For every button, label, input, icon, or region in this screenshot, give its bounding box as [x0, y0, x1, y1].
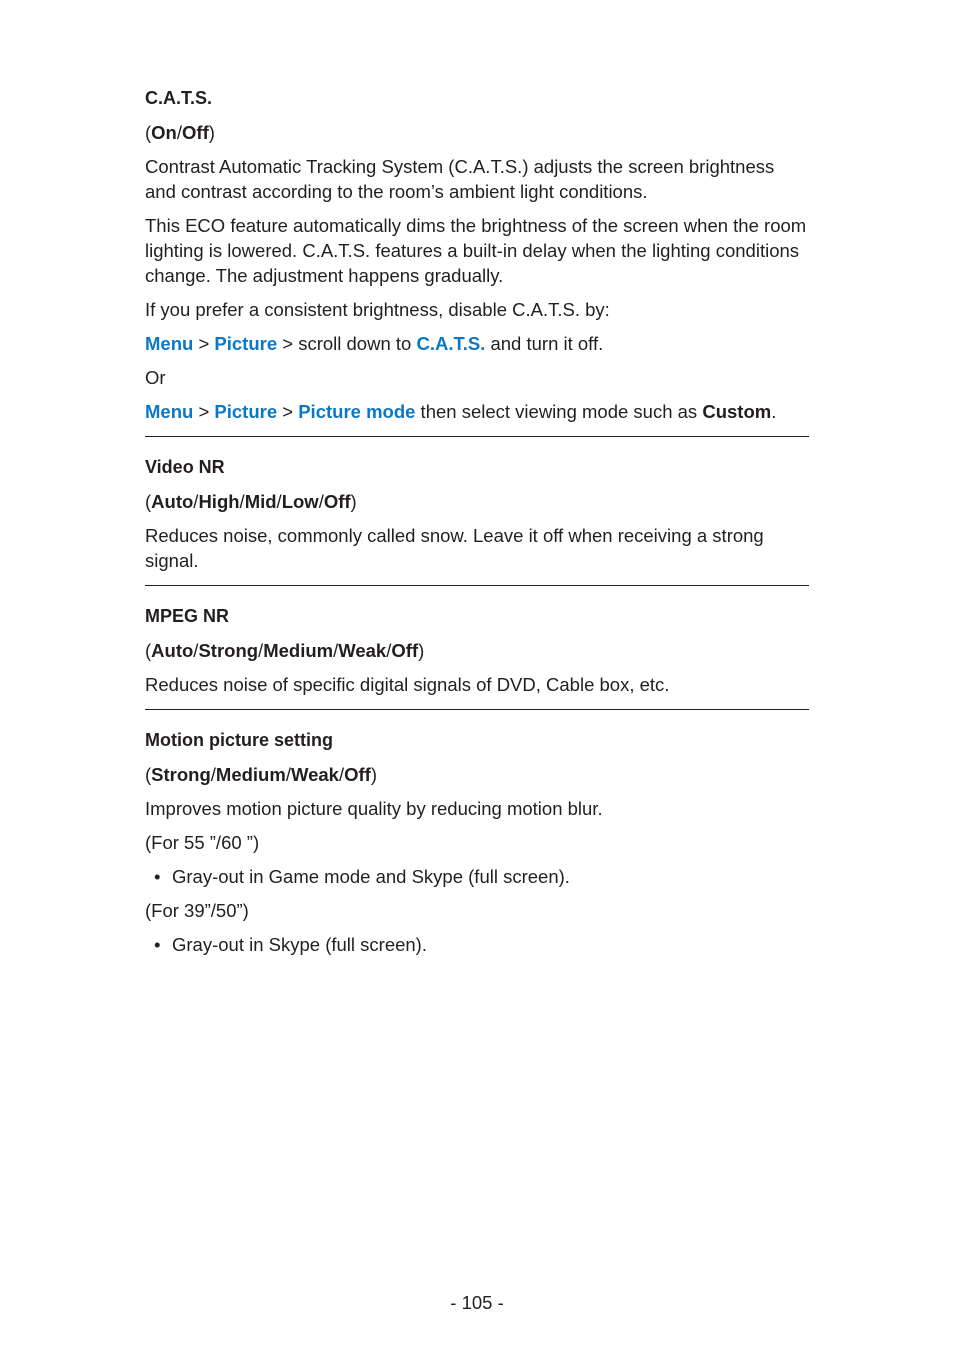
cats-description-2: This ECO feature automatically dims the brightness of the screen when the room lighting is lowered. C.A.T.S. features a built-in delay when the lighting conditions change. The adjustment happens gradually.	[145, 215, 807, 286]
picture-link[interactable]: Picture	[214, 401, 278, 422]
cats-or: Or	[145, 367, 166, 388]
mpeg-nr-options: (Auto/Strong/Medium/Weak/Off)	[145, 640, 425, 661]
cats-menu-path-1: Menu > Picture > scroll down to C.A.T.S. and turn it off.	[145, 333, 604, 354]
video-nr-options: (Auto/High/Mid/Low/Off)	[145, 491, 357, 512]
cats-description-1: Contrast Automatic Tracking System (C.A.T.S.) adjusts the screen brightness and contrast according to the room’s ambient light conditions.	[145, 156, 775, 202]
picture-link[interactable]: Picture	[214, 333, 278, 354]
section-video-nr	[145, 455, 809, 573]
mpeg-nr-title: MPEG NR	[145, 606, 230, 626]
divider	[145, 436, 809, 437]
mpeg-nr-description: Reduces noise of specific digital signals of DVD, Cable box, etc.	[145, 674, 670, 695]
video-nr-title: Video NR	[145, 457, 225, 477]
motion-options: (Strong/Medium/Weak/Off)	[145, 764, 377, 785]
cats-options: (On/Off)	[145, 122, 215, 143]
cats-menu-path-2: Menu > Picture > Picture mode then select viewing mode such as Custom.	[145, 401, 777, 422]
cats-link[interactable]: C.A.T.S.	[416, 333, 486, 354]
menu-link[interactable]: Menu	[145, 401, 194, 422]
option-off: Off	[182, 122, 209, 143]
motion-for-small: (For 39”/50”)	[145, 900, 249, 921]
divider	[145, 709, 809, 710]
bullet-icon: •	[154, 866, 161, 887]
list-item: • Gray-out in Game mode and Skype (full screen).	[154, 866, 570, 887]
section-mpeg-nr	[145, 604, 809, 697]
cats-description-3: If you prefer a consistent brightness, disable C.A.T.S. by:	[145, 299, 610, 320]
picture-mode-link[interactable]: Picture mode	[298, 401, 416, 422]
video-nr-description: Reduces noise, commonly called snow. Leave it off when receiving a strong signal.	[145, 525, 764, 571]
custom-mode-label: Custom	[702, 401, 772, 422]
bullet-icon: •	[154, 934, 161, 955]
section-cats	[145, 86, 809, 424]
menu-link[interactable]: Menu	[145, 333, 194, 354]
page-number: - 105 -	[450, 1292, 504, 1313]
divider	[145, 585, 809, 586]
list-item: • Gray-out in Skype (full screen).	[154, 934, 427, 955]
manual-page-content	[145, 86, 809, 966]
motion-description: Improves motion picture quality by reducing motion blur.	[145, 798, 603, 819]
motion-for-large: (For 55 ”/60 ”)	[145, 832, 260, 853]
cats-title: C.A.T.S.	[145, 88, 213, 108]
section-motion-picture	[145, 728, 809, 957]
motion-title: Motion picture setting	[145, 730, 333, 750]
option-on: On	[151, 122, 177, 143]
